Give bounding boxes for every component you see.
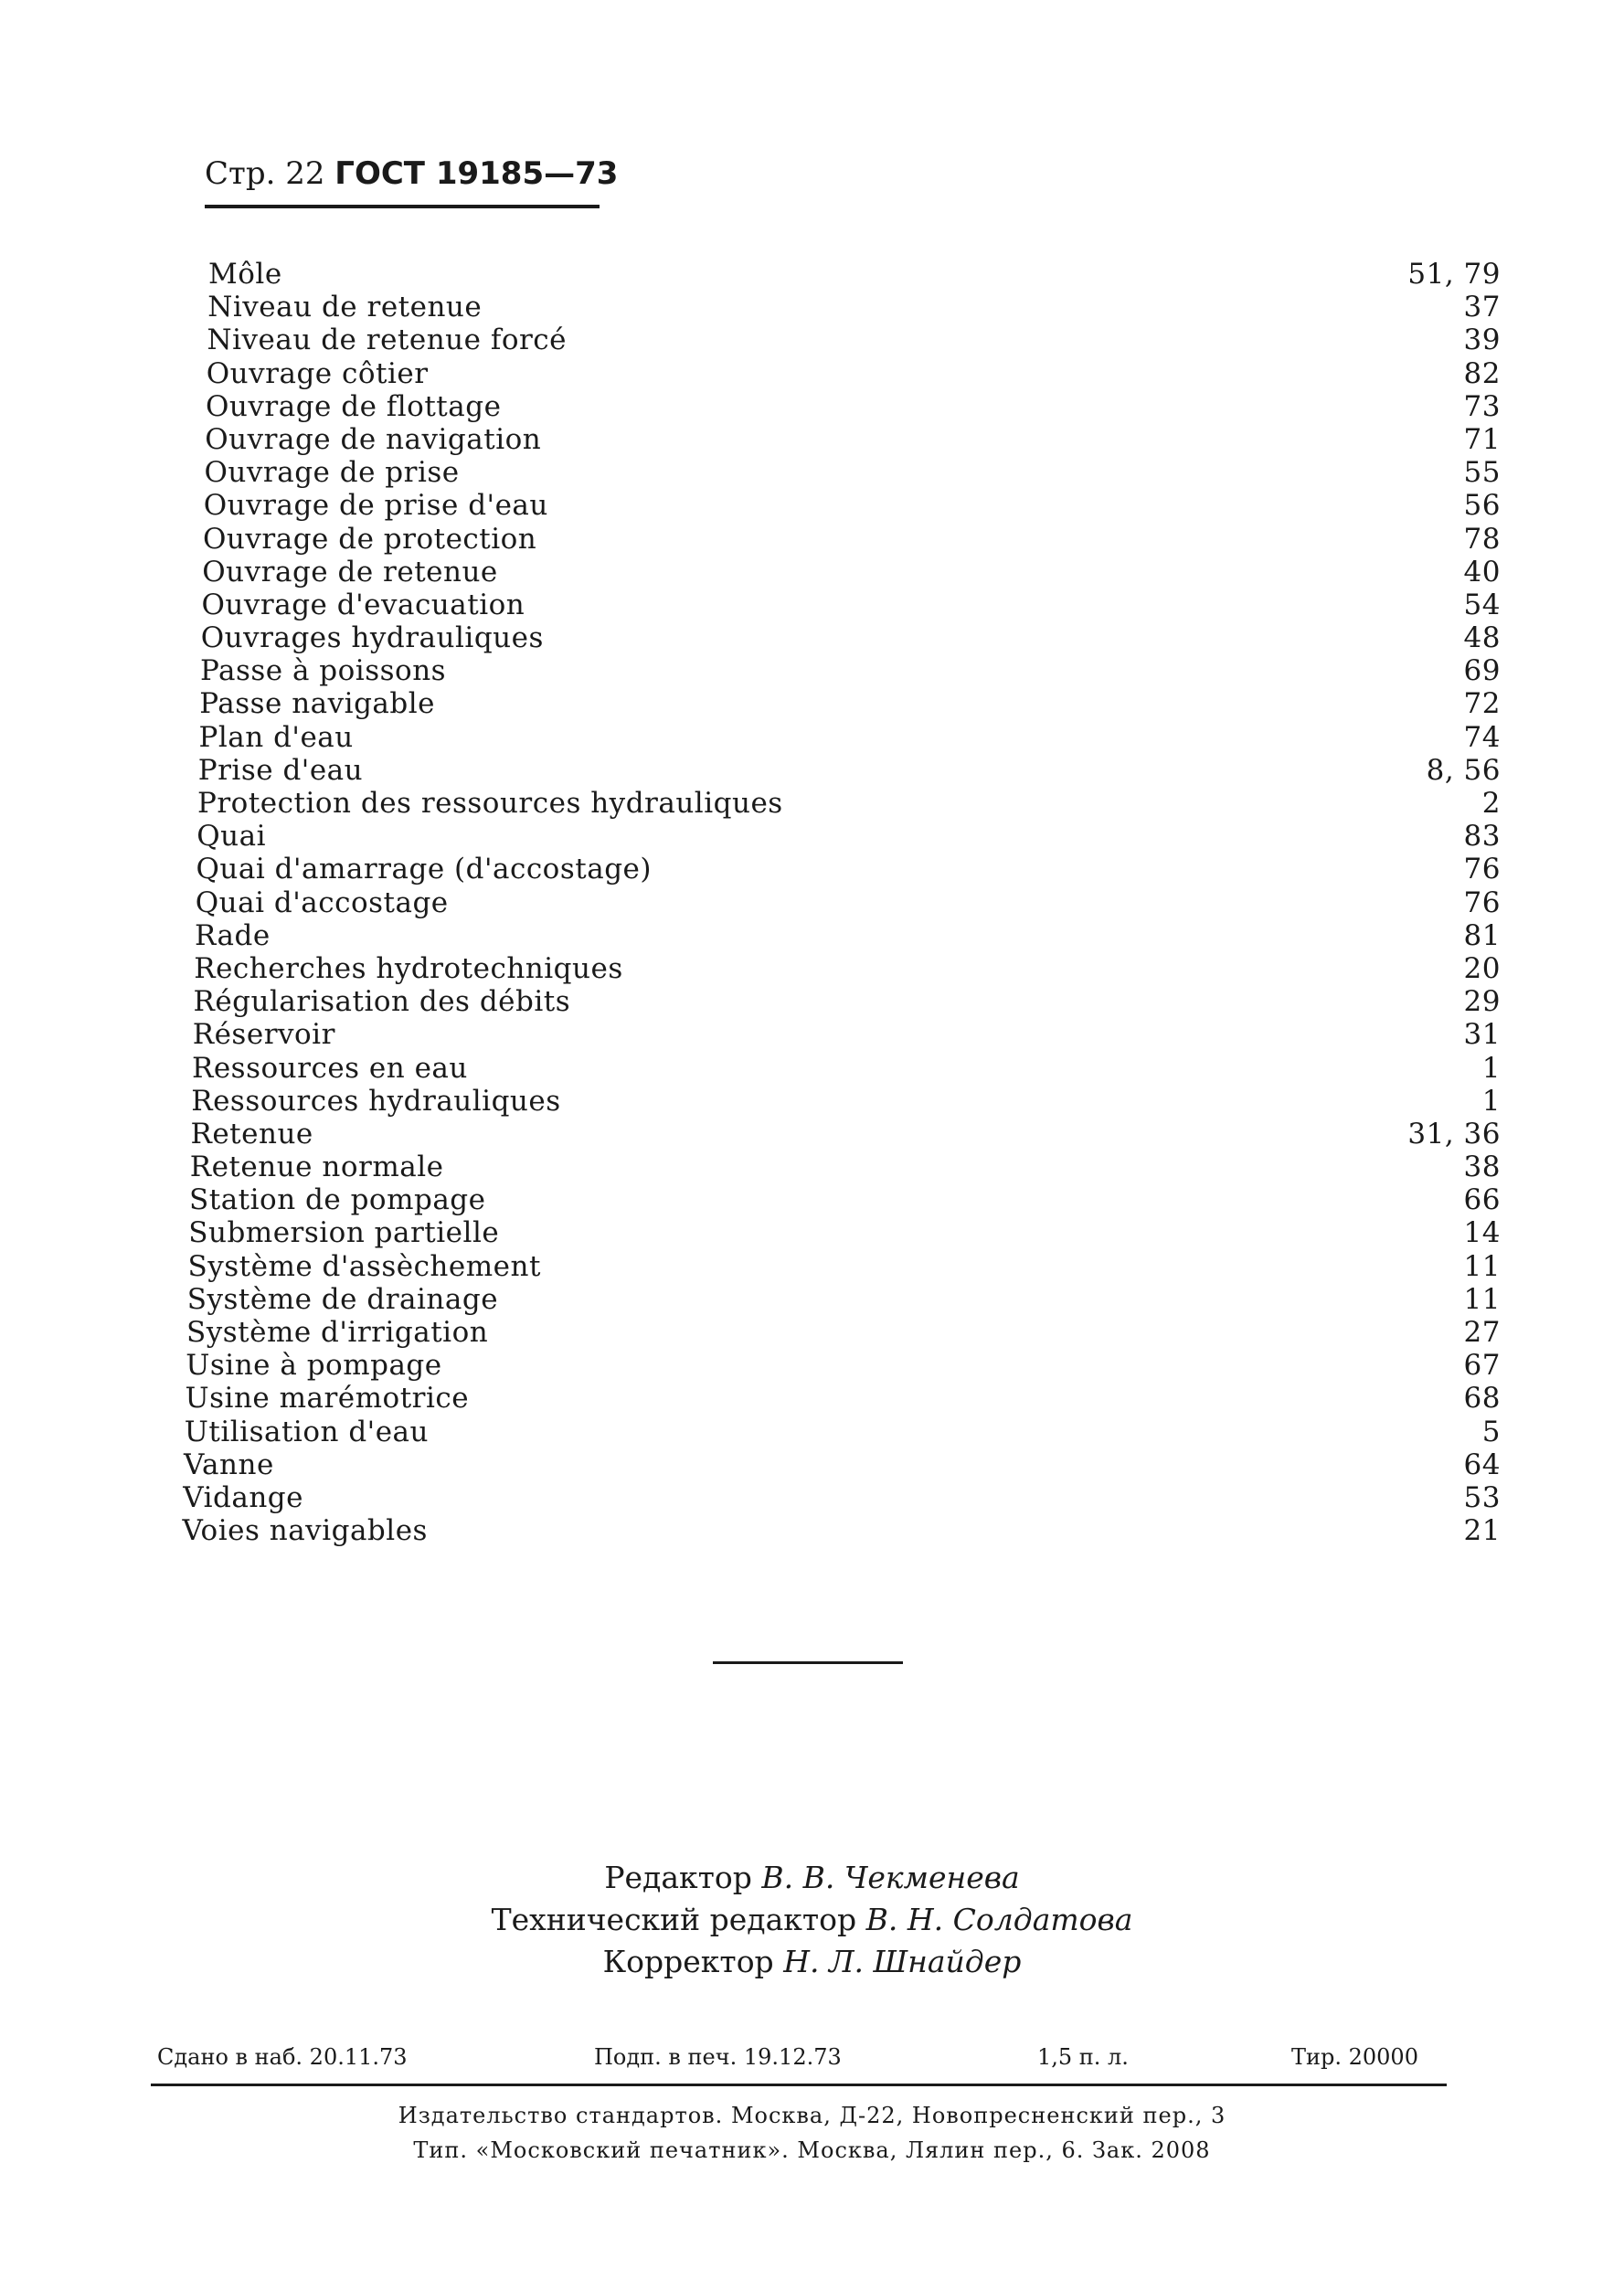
index-entry: [174, 886, 1501, 919]
index-term: Quai: [196, 820, 267, 854]
index-term: Protection des ressources hydrauliques: [197, 787, 783, 820]
footer-signed: Подп. в печ. 19.12.73: [594, 2044, 842, 2070]
index-term: Passe à poissons: [200, 654, 447, 688]
index-term: Niveau de retenue: [207, 291, 483, 324]
index-entry: [174, 523, 1501, 556]
index-entry: [174, 1250, 1501, 1283]
index-entry: [174, 1118, 1501, 1151]
credits-tech-editor: [0, 1899, 1624, 1941]
index-entry: [174, 1216, 1501, 1249]
index-reference: 14: [1463, 1216, 1501, 1250]
index-reference: 48: [1463, 621, 1501, 655]
footer-typeset: Сдано в наб. 20.11.73: [157, 2044, 408, 2070]
header-rule: [205, 205, 600, 208]
index-reference: 67: [1463, 1349, 1501, 1383]
index-entry: [174, 1151, 1501, 1183]
index-entry: [174, 456, 1501, 489]
index-term: Ouvrage de flottage: [206, 389, 502, 423]
index-term: Ressources en eau: [192, 1051, 468, 1085]
index-reference: 1: [1481, 1084, 1501, 1118]
index-reference: 74: [1463, 720, 1501, 754]
index-term: Rade: [195, 918, 271, 952]
index-term: Niveau de retenue forcé: [207, 323, 568, 357]
index-reference: 31: [1463, 1018, 1501, 1052]
credit-role: Редактор: [604, 1860, 752, 1895]
index-entry: [174, 1018, 1501, 1051]
index-list: [174, 258, 1501, 1547]
index-term: Système d'assèchement: [187, 1249, 541, 1283]
index-reference: 31, 36: [1407, 1117, 1501, 1151]
index-entry: [174, 820, 1501, 853]
index-term: Réservoir: [192, 1018, 335, 1052]
index-entry: [174, 423, 1501, 456]
imprint-printer: Тип. «Московский печатник». Москва, Лялин пер., 6. Зак. 2008: [413, 2137, 1211, 2163]
index-reference: 56: [1463, 489, 1501, 523]
index-entry: [174, 654, 1501, 687]
index-reference: 68: [1463, 1382, 1501, 1416]
index-term: Ouvrage d'evacuation: [201, 588, 525, 621]
credits-proofreader: [0, 1941, 1624, 1983]
index-reference: 73: [1463, 389, 1501, 423]
index-entry: [174, 1052, 1501, 1085]
index-reference: 83: [1463, 820, 1501, 854]
index-term: Submersion partielle: [188, 1216, 500, 1250]
index-term: Passe navigable: [199, 687, 436, 721]
credit-role: Корректор: [602, 1944, 774, 1979]
index-entry: [174, 787, 1501, 820]
index-term: Utilisation d'eau: [184, 1415, 429, 1448]
index-term: Voies navigables: [182, 1514, 428, 1548]
index-term: Ressources hydrauliques: [191, 1084, 561, 1118]
index-reference: 11: [1463, 1249, 1501, 1283]
index-reference: 55: [1463, 456, 1501, 490]
index-reference: 71: [1463, 422, 1501, 456]
index-term: Régularisation des débits: [193, 985, 571, 1019]
index-entry: [174, 1416, 1501, 1448]
index-reference: 21: [1463, 1514, 1501, 1548]
index-reference: 27: [1463, 1316, 1501, 1349]
index-reference: 66: [1463, 1183, 1501, 1217]
page-header: [205, 155, 618, 192]
index-entry: [174, 621, 1501, 654]
index-term: Ouvrage de navigation: [205, 422, 542, 456]
index-term: Système de drainage: [186, 1282, 499, 1316]
index-entry: [174, 1448, 1501, 1481]
index-term: Plan d'eau: [198, 720, 354, 754]
index-reference: 64: [1463, 1448, 1501, 1481]
index-term: Môle: [208, 258, 282, 291]
index-term: Usine à pompage: [186, 1349, 442, 1383]
index-term: Station de pompage: [189, 1183, 486, 1217]
index-reference: 38: [1463, 1151, 1501, 1184]
index-entry: [174, 1183, 1501, 1216]
index-reference: 76: [1463, 885, 1501, 919]
index-reference: 40: [1463, 555, 1501, 589]
index-term: Ouvrage de retenue: [202, 555, 498, 589]
index-entry: [174, 952, 1501, 985]
imprint-publisher: Издательство стандартов. Москва, Д-22, Новопресненский пер., 3: [398, 2103, 1226, 2128]
index-entry: [174, 853, 1501, 885]
index-entry: [174, 919, 1501, 952]
index-entry: [174, 1349, 1501, 1382]
index-reference: 81: [1463, 918, 1501, 952]
footer-print-run: Тир. 20000: [1291, 2044, 1418, 2070]
index-reference: 78: [1463, 522, 1501, 556]
index-term: Ouvrage côtier: [206, 356, 429, 390]
index-reference: 82: [1463, 356, 1501, 390]
index-entry: [174, 687, 1501, 720]
index-entry: [174, 258, 1501, 291]
index-term: Quai d'amarrage (d'accostage): [196, 853, 652, 886]
index-reference: 54: [1463, 588, 1501, 621]
index-entry: [174, 1481, 1501, 1514]
credits-editor: [0, 1857, 1624, 1899]
index-entry: [174, 754, 1501, 787]
index-entry: [174, 1316, 1501, 1349]
index-entry: [174, 556, 1501, 589]
index-reference: 72: [1463, 687, 1501, 721]
index-reference: 1: [1481, 1051, 1501, 1085]
index-reference: 8, 56: [1426, 753, 1501, 787]
footer-rule: [151, 2084, 1447, 2086]
credit-name: В. В. Чекменева: [761, 1860, 1020, 1895]
index-reference: 2: [1481, 787, 1501, 820]
index-reference: 69: [1463, 654, 1501, 688]
index-reference: 11: [1463, 1282, 1501, 1316]
index-term: Retenue: [190, 1117, 313, 1151]
credit-name: Н. Л. Шнайдер: [783, 1944, 1022, 1979]
index-entry: [174, 1382, 1501, 1415]
index-term: Ouvrages hydrauliques: [200, 621, 544, 655]
index-entry: [174, 1085, 1501, 1118]
index-entry: [174, 721, 1501, 754]
index-term: Quai d'accostage: [195, 885, 449, 919]
index-reference: 20: [1463, 951, 1501, 985]
index-term: Ouvrage de protection: [203, 522, 537, 556]
page-label: Стр. 22: [205, 155, 325, 192]
index-term: Prise d'eau: [197, 753, 364, 787]
index-term: Vanne: [184, 1448, 274, 1481]
index-reference: 37: [1463, 291, 1501, 324]
index-term: Recherches hydrotechniques: [194, 951, 623, 985]
index-term: Retenue normale: [189, 1151, 444, 1184]
separator-rule: [713, 1661, 903, 1664]
index-reference: 76: [1463, 853, 1501, 886]
index-reference: 5: [1481, 1415, 1501, 1448]
index-term: Système d'irrigation: [186, 1316, 489, 1349]
footer-sheets: 1,5 п. л.: [1037, 2044, 1129, 2070]
index-reference: 29: [1463, 985, 1501, 1019]
index-term: Vidange: [183, 1480, 303, 1514]
credit-name: В. Н. Солдатова: [865, 1902, 1133, 1937]
index-term: Usine marémotrice: [185, 1382, 470, 1416]
credit-role: Технический редактор: [491, 1902, 857, 1937]
standard-number: ГОСТ 19185—73: [334, 155, 619, 192]
index-entry: [174, 489, 1501, 522]
index-entry: [174, 357, 1501, 390]
index-entry: [174, 1514, 1501, 1547]
index-term: Ouvrage de prise d'eau: [203, 489, 548, 523]
index-entry: [174, 1283, 1501, 1316]
index-entry: [174, 323, 1501, 356]
index-term: Ouvrage de prise: [204, 456, 460, 490]
index-entry: [174, 390, 1501, 423]
index-reference: 39: [1463, 323, 1501, 357]
index-entry: [174, 985, 1501, 1018]
index-reference: 51, 79: [1407, 258, 1501, 291]
index-entry: [174, 291, 1501, 323]
index-reference: 53: [1463, 1480, 1501, 1514]
index-entry: [174, 589, 1501, 621]
